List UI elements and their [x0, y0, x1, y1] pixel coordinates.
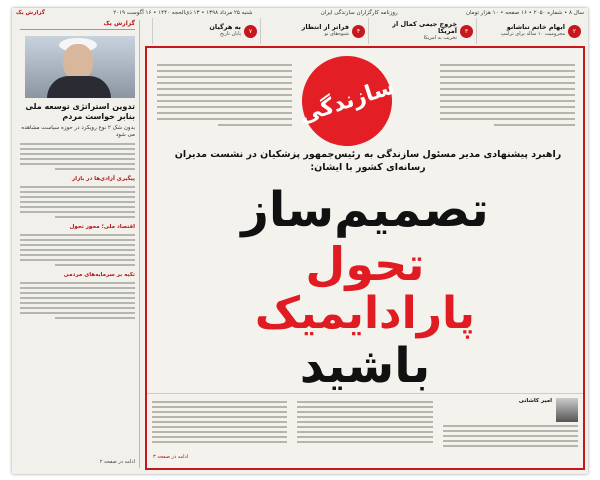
teaser-title: به هرگیان [209, 23, 241, 32]
page-number-badge: ۲ [568, 25, 581, 38]
sidebar-headline[interactable]: تدوین استراتژی توسعه ملی بنابر خواست مردم [25, 102, 135, 121]
teaser-sub: محرومیت ۱۰ ساله برای ترامپ [500, 30, 565, 37]
page-number-badge: ۴ [352, 25, 365, 38]
continue-note: ادامه در صفحه ۳ [153, 454, 189, 460]
headline-line-4[interactable]: باشید [299, 338, 431, 394]
sidebar-section-heading: پیگیری آزادی‌ها در بازار [72, 176, 135, 183]
author-avatar [556, 398, 578, 422]
masthead-bar [12, 8, 588, 17]
paper-name: روزنامه کارگزاران سازندگی ایران [320, 9, 398, 16]
newspaper-page [12, 8, 588, 474]
sidebar-subtitle: بدون شک ۲ نوع رویکرد در حوزه سیاست مشاهده می شود [21, 125, 135, 139]
left-sidebar-column [16, 20, 140, 468]
intro-text-block [440, 60, 575, 130]
teaser-sub: شیوه‌های نو [324, 30, 349, 37]
headline-kicker: راهبرد پیشنهادی مدیر مسئول سازندگی به رئیس‌جمهور پزشکیان در نشست مدیران رسانه‌ای کشور با ایشان: [174, 149, 562, 174]
author-name: امیر کاشانی [518, 398, 552, 404]
body-text-lines [20, 186, 135, 218]
author-byline [443, 398, 578, 422]
portrait-photo [25, 36, 135, 98]
headline-line-3[interactable]: پارادایمیک [254, 288, 476, 339]
teaser-strip [152, 18, 584, 44]
body-text-lines [20, 234, 135, 266]
sazandegi-logo: سازندگی [290, 44, 403, 157]
body-column [438, 394, 583, 469]
front-page-main-story [145, 46, 585, 470]
body-text-lines [20, 282, 135, 319]
sidebar-header: گزارش یک [20, 20, 135, 30]
teaser-title: فراتر از انتظار [301, 23, 349, 32]
teaser-item[interactable] [368, 18, 476, 44]
section-tag: گزارش یک [16, 9, 45, 16]
intro-text-block [157, 60, 292, 130]
sidebar-section-heading: اقتصاد ملی؛ محور تحول [69, 224, 135, 231]
date-info: شنبه ۲۵ مرداد ۱۳۹۸ • ۱۳ ذی‌الحجه ۱۴۴۰ • ۱۶ آگوست ۲۰۱۹ [113, 9, 253, 16]
body-column [292, 394, 437, 469]
teaser-sub: پایان تاریخ [219, 30, 241, 37]
sidebar-section-heading: تکیه بر سرمایه‌های مردمی [63, 272, 135, 279]
teaser-item[interactable] [476, 18, 584, 44]
teaser-sub: تخریب به امریکا [423, 34, 457, 41]
continue-note: ادامه در صفحه ۲ [99, 459, 135, 465]
teaser-item[interactable] [152, 18, 260, 44]
page-number-badge: ۷ [244, 25, 257, 38]
teaser-title: خروج جیمی کمال از آمریکا [392, 19, 457, 36]
teaser-title: ابهام خاتم تناشانو [506, 23, 565, 32]
headline-line-2[interactable]: تحول [305, 237, 425, 291]
issue-info: سال ۸ • شماره ۲۰۵۰ • ۱۶ صفحه • ۱۰ هزار تومان [465, 9, 584, 16]
teaser-item[interactable] [260, 18, 368, 44]
page-number-badge: ۳ [460, 25, 473, 38]
body-text-lines [20, 143, 135, 170]
headline-line-1[interactable]: تصمیم‌ساز [241, 182, 489, 238]
story-body-columns [147, 393, 583, 469]
